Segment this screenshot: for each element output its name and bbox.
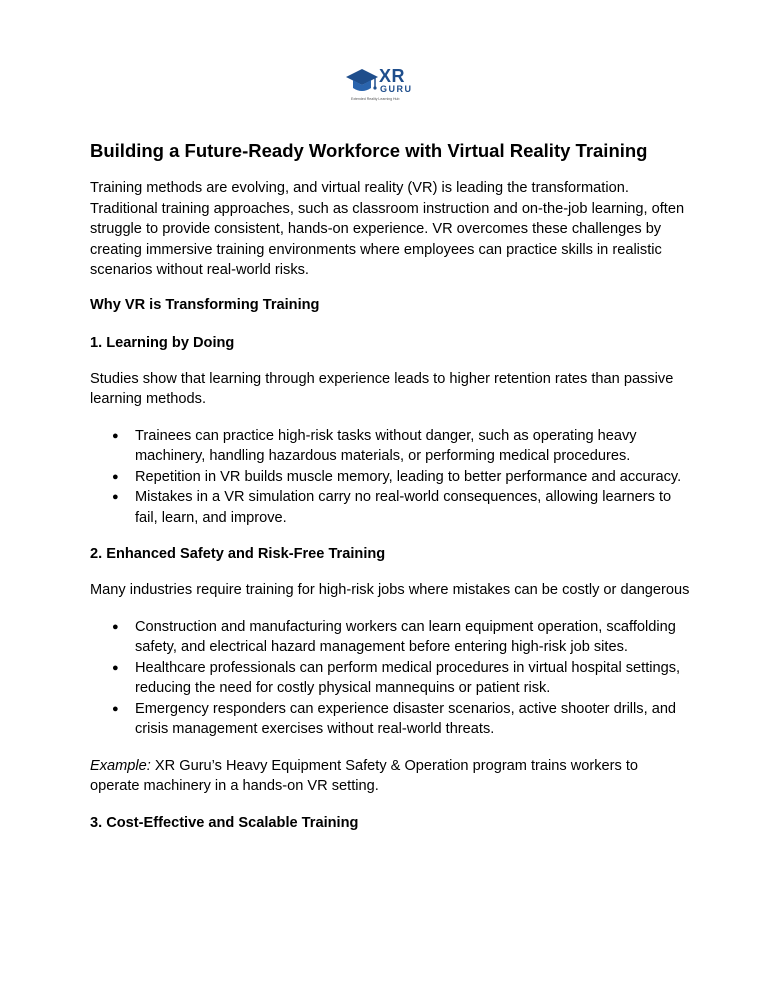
why-heading: Why VR is Transforming Training	[90, 296, 320, 313]
list-item: ● Construction and manufacturing workers can learn equipment operation, scaffolding safety, and electrical hazard management before entering high-risk job sites.	[135, 617, 690, 658]
example-paragraph	[90, 756, 690, 797]
section3-heading: 3. Cost-Effective and Scalable Training	[90, 814, 359, 831]
list-item: ● Emergency responders can experience disaster scenarios, active shooter drills, and crisis management exercises without real-world threats.	[135, 699, 690, 740]
list-item: ● Trainees can practice high-risk tasks without danger, such as operating heavy machinery, handling hazardous materials, or performing medical procedures.	[135, 426, 690, 467]
section2-bullet-list	[90, 617, 690, 740]
logo-wordmark-sub: GURU	[380, 84, 413, 94]
section2-heading: 2. Enhanced Safety and Risk-Free Training	[90, 546, 386, 562]
section1-heading: 1. Learning by Doing	[90, 334, 235, 351]
logo-tagline: Extended Reality Learning Hub	[351, 97, 400, 101]
list-item: ● Mistakes in a VR simulation carry no real-world consequences, allowing learners to fail, learn, and improve.	[135, 487, 690, 528]
logo-wordmark: XR	[379, 66, 406, 86]
intro-paragraph: Training methods are evolving, and virtual reality (VR) is leading the transformation. Traditional training approaches, such as classroom instruction and on-the-job learning, often struggle to provide consistent, hands-on experience. VR overcomes these challenges by creating immersive training environments where employees can practice skills in realistic scenarios without real-world risks.	[90, 180, 685, 278]
document-content	[90, 139, 690, 833]
list-item: ● Repetition in VR builds muscle memory, leading to better performance and accuracy.	[135, 467, 690, 488]
page-title: Building a Future-Ready Workforce with Virtual Reality Training	[90, 140, 648, 161]
example-label: Example:	[90, 757, 151, 774]
list-item: ● Healthcare professionals can perform medical procedures in virtual hospital settings, reducing the need for costly physical mannequins or patient risk.	[135, 658, 690, 699]
section1-bullet-list	[90, 426, 690, 529]
section1-paragraph: Studies show that learning through experience leads to higher retention rates than passive learning methods.	[90, 370, 674, 407]
example-text: XR Guru’s Heavy Equipment Safety & Operation program trains workers to operate machinery in a hands-on VR setting.	[90, 757, 639, 794]
xr-guru-logo	[345, 66, 425, 106]
section2-paragraph: Many industries require training for high-risk jobs where mistakes can be costly or dangerous	[90, 582, 690, 598]
graduation-cap-icon	[345, 66, 379, 98]
